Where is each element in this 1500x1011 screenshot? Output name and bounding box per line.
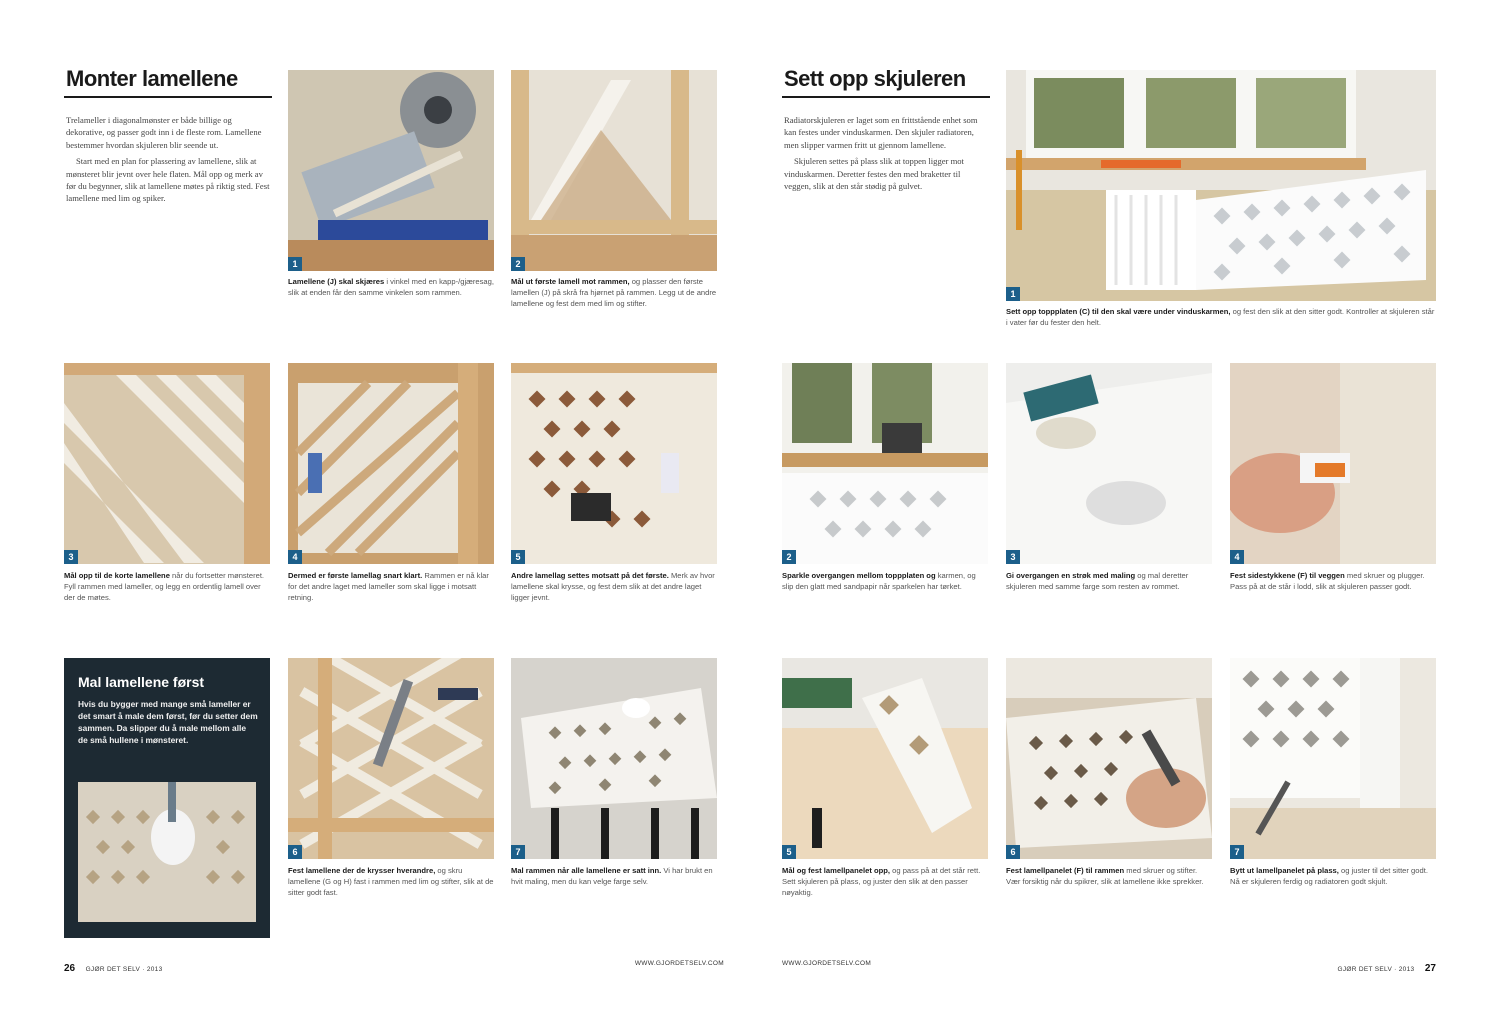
caption-step-6-right (1006, 865, 1212, 887)
right-intro-p2: Skjuleren settes på plass slik at toppen ligger mot vinduskarmen. Deretter festes den med braketter til veggen, slik at den står stødig på gulvet. (784, 156, 964, 192)
right-intro (784, 114, 988, 192)
left-intro-p2: Start med en plan for plassering av lamellene, slik at mønsteret blir jevnt over hele flaten. Mål opp og merk av før du begynner, slik at lamellene møtes på riktig sted. Fest lamellene med lim og spiker. (66, 156, 270, 204)
caption-text: når du fortsetter mønsteret. Fyll rammen med lameller, og legg en ordentlig lamell over der de møtes. (64, 571, 265, 602)
photo-step-5-left (511, 363, 717, 564)
photo-step-7-left (511, 658, 717, 859)
caption-text: og fest den slik at den sitter godt. Kontroller at skjuleren står i vater før du fester den helt. (1006, 307, 1435, 327)
step-badge: 4 (288, 550, 302, 564)
tip-box-title: Mal lamellene først (78, 674, 205, 690)
right-page-title: Sett opp skjuleren (784, 66, 966, 91)
right-intro-p1: Radiatorskjuleren er laget som en frittstående enhet som kan festes under vinduskarmen. Den skjuler radiatoren, men slipper varmen fritt ut gjennom lamellene. (784, 115, 978, 150)
caption-bold: Lamellene (J) skal skjæres (288, 277, 385, 286)
caption-text: i vinkel med en kapp-/gjæresag, slik at enden får den samme vinkelen som rammen. (288, 277, 494, 297)
caption-step-1-right (1006, 306, 1436, 328)
step-badge: 7 (511, 845, 525, 859)
photo-step-7-right (1230, 658, 1436, 859)
step-badge: 6 (288, 845, 302, 859)
left-intro-p1: Trelameller i diagonalmønster er både billige og dekorative, og passer godt inn i de fleste rom. Lamellene bestemmer hvordan skjuleren blir seende ut. (66, 115, 262, 150)
caption-step-3-right (1006, 570, 1212, 592)
step-badge: 2 (511, 257, 525, 271)
caption-text: og skru lamellene (G og H) fast i rammen med lim og stifter, slik at de sitter godt fast. (288, 866, 494, 897)
photo-step-6-right (1006, 658, 1212, 859)
caption-bold: Mal rammen når alle lamellene er satt inn. (511, 866, 662, 875)
caption-text: Rammen er nå klar for det andre laget med lameller som skal ligge i motsatt retning. (288, 571, 489, 602)
magazine-issue-left: GJØR DET SELV · 2013 (85, 966, 163, 973)
step-badge: 3 (1006, 550, 1020, 564)
photo-step-3-right (1006, 363, 1212, 564)
website-url-left: WWW.GJORDETSELV.COM (634, 960, 724, 967)
step-badge: 4 (1230, 550, 1244, 564)
photo-step-6-left (288, 658, 494, 859)
photo-step-5-right (782, 658, 988, 859)
caption-text: og mal deretter skjuleren med samme farge som resten av rommet. (1006, 571, 1189, 591)
caption-text: og juster til det sitter godt. Nå er skjuleren ferdig og radiatoren godt skjult. (1230, 866, 1428, 886)
tip-box-photo (78, 782, 256, 922)
magazine-issue-right: GJØR DET SELV · 2013 (1337, 966, 1415, 973)
caption-bold: Fest lamellene der de krysser hverandre, (288, 866, 436, 875)
caption-bold: Mål ut første lamell mot rammen, (511, 277, 630, 286)
step-badge: 1 (288, 257, 302, 271)
tip-box-text: Hvis du bygger med mange små lameller er det smart å male dem først, før du setter dem sammen. Da slipper du å male mellom alle de små hullene i mønsteret. (78, 699, 258, 745)
tip-box (64, 658, 270, 938)
caption-text: med skruer og plugger. Pass på at de står i lodd, slik at skjuleren passer godt. (1230, 571, 1425, 591)
caption-step-2-right (782, 570, 988, 592)
caption-step-4-right (1230, 570, 1436, 592)
right-footer-end (1337, 958, 1436, 976)
right-title-rule (782, 96, 990, 98)
caption-bold: Fest lamellpanelet (F) til rammen (1006, 866, 1125, 875)
caption-bold: Dermed er første lamellag snart klart. (288, 571, 423, 580)
photo-step-1-left (288, 70, 494, 271)
photo-step-2-right (782, 363, 988, 564)
step-badge: 1 (1006, 287, 1020, 301)
caption-text: og plasser den første lamellen (J) på skrå fra hjørnet på rammen. Legg ut de andre lamellene og fest dem med lim og stifter. (511, 277, 717, 308)
caption-step-6-left (288, 865, 494, 898)
caption-bold: Andre lamellag settes motsatt på det første. (511, 571, 669, 580)
step-badge: 6 (1006, 845, 1020, 859)
right-footer (782, 958, 1436, 972)
step-badge: 5 (511, 550, 525, 564)
caption-step-5-right (782, 865, 988, 898)
photo-step-4-right (1230, 363, 1436, 564)
photo-step-4-left (288, 363, 494, 564)
caption-text: med skruer og stifter. Vær forsiktig når du spikrer, slik at lamellene ikke sprekker. (1006, 866, 1204, 886)
caption-text: og pass på at det står rett. Sett skjuleren på plass, og juster den slik at den passer nøyaktig. (782, 866, 981, 897)
photo-step-3-left (64, 363, 270, 564)
step-badge: 2 (782, 550, 796, 564)
caption-step-7-right (1230, 865, 1436, 887)
left-footer (64, 958, 724, 972)
caption-step-5-left (511, 570, 717, 603)
step-badge: 7 (1230, 845, 1244, 859)
caption-text: karmen, og slip den glatt med sandpapir når sparkelen har tørket. (782, 571, 976, 591)
page-number-left: 26 (64, 963, 76, 974)
caption-bold: Fest sidestykkene (F) til veggen (1230, 571, 1345, 580)
caption-step-3-left (64, 570, 270, 603)
photo-step-2-left (511, 70, 717, 271)
step-badge: 3 (64, 550, 78, 564)
step-badge: 5 (782, 845, 796, 859)
page-number-right: 27 (1424, 963, 1436, 974)
caption-bold: Mål opp til de korte lamellene (64, 571, 170, 580)
left-intro (66, 114, 270, 205)
caption-text: Merk av hvor lamellene skal krysse, og fest dem slik at det andre laget ligger jevnt. (511, 571, 715, 602)
photo-step-1-right (1006, 70, 1436, 301)
left-title-rule (64, 96, 272, 98)
caption-step-4-left (288, 570, 494, 603)
caption-bold: Sett opp toppplaten (C) til den skal være under vinduskarmen, (1006, 307, 1231, 316)
caption-text: Vi har brukt en hvit maling, men du kan velge farge selv. (511, 866, 713, 886)
website-url-right: WWW.GJORDETSELV.COM (782, 960, 872, 967)
caption-step-7-left (511, 865, 717, 887)
left-page-title: Monter lamellene (66, 66, 238, 91)
caption-bold: Gi overgangen en strøk med maling (1006, 571, 1136, 580)
caption-step-1-left (288, 276, 494, 298)
caption-bold: Mål og fest lamellpanelet opp, (782, 866, 891, 875)
caption-bold: Bytt ut lamellpanelet på plass, (1230, 866, 1339, 875)
caption-step-2-left (511, 276, 717, 309)
caption-bold: Sparkle overgangen mellom toppplaten og (782, 571, 936, 580)
